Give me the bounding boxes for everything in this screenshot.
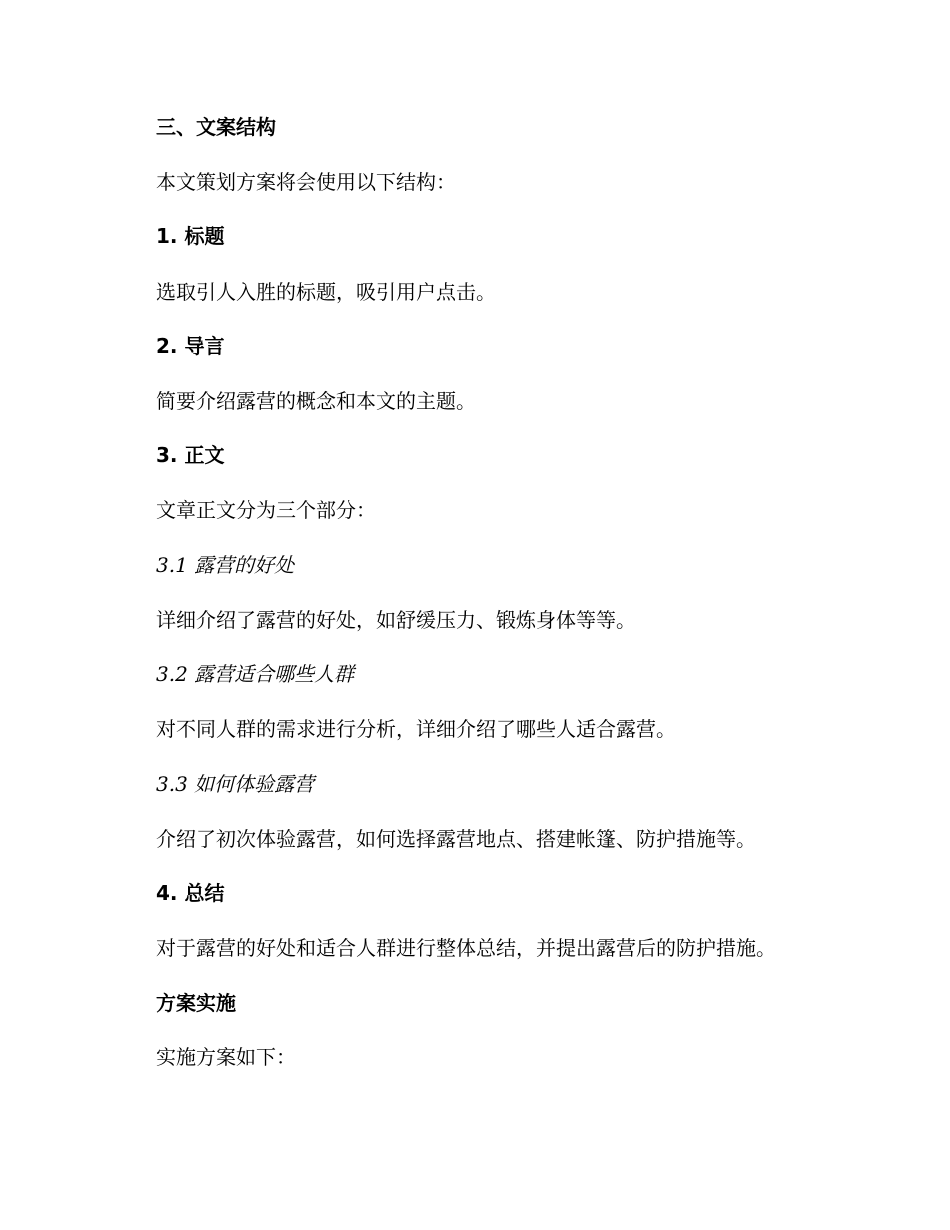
section-heading: 三、文案结构 — [156, 115, 276, 139]
subsection-heading-howto: 3.3 如何体验露营 — [156, 772, 315, 796]
subsection-text-benefits: 详细介绍了露营的好处，如舒缓压力、锻炼身体等等。 — [156, 608, 636, 632]
item-text-title: 选取引人入胜的标题，吸引用户点击。 — [156, 280, 496, 304]
summary-heading: 4. 总结 — [156, 881, 225, 905]
item-heading-intro: 2. 导言 — [156, 334, 225, 358]
subsection-text-audience: 对不同人群的需求进行分析，详细介绍了哪些人适合露营。 — [156, 717, 676, 741]
intro-paragraph: 本文策划方案将会使用以下结构： — [156, 170, 456, 194]
implementation-heading: 方案实施 — [156, 991, 236, 1015]
subsection-heading-audience: 3.2 露营适合哪些人群 — [156, 662, 355, 686]
subsection-heading-benefits: 3.1 露营的好处 — [156, 553, 295, 577]
item-text-intro: 简要介绍露营的概念和本文的主题。 — [156, 389, 476, 413]
implementation-text: 实施方案如下： — [156, 1045, 296, 1069]
item-heading-body: 3. 正文 — [156, 443, 225, 467]
subsection-text-howto: 介绍了初次体验露营，如何选择露营地点、搭建帐篷、防护措施等。 — [156, 827, 756, 851]
item-text-body: 文章正文分为三个部分： — [156, 498, 376, 522]
summary-text: 对于露营的好处和适合人群进行整体总结，并提出露营后的防护措施。 — [156, 936, 776, 960]
item-heading-title: 1. 标题 — [156, 224, 225, 248]
